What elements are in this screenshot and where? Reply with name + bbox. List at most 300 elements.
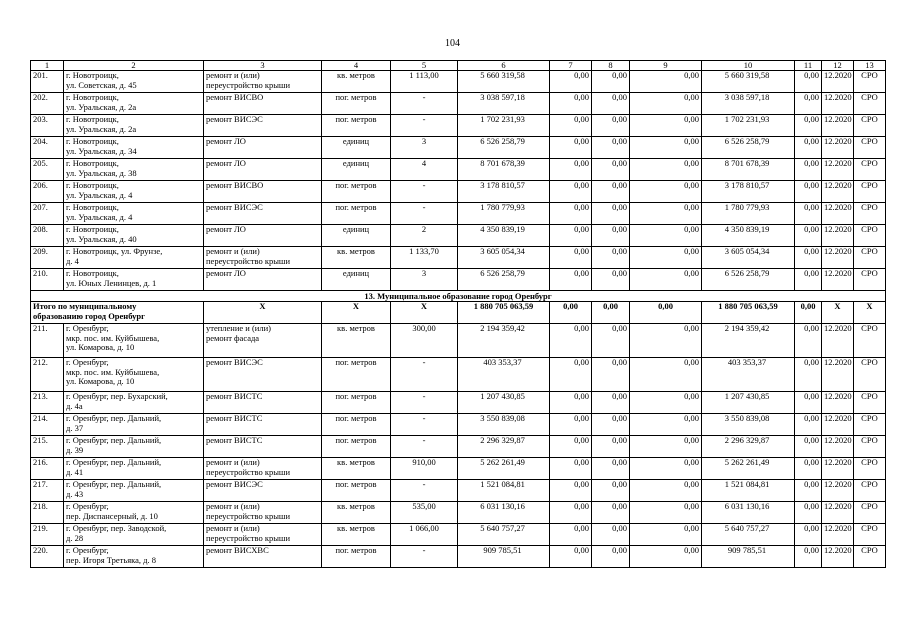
amount-cell: 0,00 <box>592 358 630 392</box>
table-row <box>31 436 886 458</box>
date-cell: 12.2020 <box>822 225 854 247</box>
date-cell: 12.2020 <box>822 137 854 159</box>
col-header: 10 <box>702 61 795 71</box>
quantity-cell: - <box>391 546 458 568</box>
row-number: 207. <box>31 203 64 225</box>
date-cell: 12.2020 <box>822 546 854 568</box>
amount-cell: 0,00 <box>550 546 592 568</box>
col-header: 3 <box>204 61 322 71</box>
row-number: 212. <box>31 358 64 392</box>
subtotal-cell: Х <box>822 302 854 324</box>
address-cell: г. Новотроицк, ул. Юных Ленинцев, д. 1 <box>64 269 204 291</box>
unit-cell: кв. метров <box>322 524 391 546</box>
quantity-cell: - <box>391 436 458 458</box>
col-header: 8 <box>592 61 630 71</box>
amount-cell: 0,00 <box>795 93 822 115</box>
amount-cell: 0,00 <box>795 414 822 436</box>
amount-cell: 0,00 <box>550 392 592 414</box>
amount-cell: 0,00 <box>550 247 592 269</box>
amount-cell: 0,00 <box>592 414 630 436</box>
amount-cell: 403 353,37 <box>702 358 795 392</box>
amount-cell: 6 031 130,16 <box>702 502 795 524</box>
amount-cell: 0,00 <box>592 115 630 137</box>
amount-cell: 0,00 <box>795 524 822 546</box>
amount-cell: 0,00 <box>550 436 592 458</box>
date-cell: 12.2020 <box>822 203 854 225</box>
amount-cell: 0,00 <box>592 225 630 247</box>
unit-cell: пог. метров <box>322 414 391 436</box>
amount-cell: 0,00 <box>550 502 592 524</box>
amount-cell: 0,00 <box>795 546 822 568</box>
total-cost-cell: 8 701 678,39 <box>458 159 550 181</box>
subtotal-cell: Х <box>204 302 322 324</box>
amount-cell: 2 296 329,87 <box>702 436 795 458</box>
date-cell: 12.2020 <box>822 480 854 502</box>
source-cell: СРО <box>854 137 886 159</box>
amount-cell: 0,00 <box>550 414 592 436</box>
address-cell: г. Оренбург, мкр. пос. им. Куйбышева, ул. Комарова, д. 10 <box>64 358 204 392</box>
amount-cell: 5 262 261,49 <box>702 458 795 480</box>
table-row <box>31 502 886 524</box>
address-cell: г. Оренбург, пер. Игоря Третьяка, д. 8 <box>64 546 204 568</box>
amount-cell: 0,00 <box>630 414 702 436</box>
row-number: 216. <box>31 458 64 480</box>
amount-cell: 0,00 <box>592 392 630 414</box>
amount-cell: 1 780 779,93 <box>702 203 795 225</box>
total-cost-cell: 2 296 329,87 <box>458 436 550 458</box>
section-row <box>31 291 886 302</box>
total-cost-cell: 1 780 779,93 <box>458 203 550 225</box>
table-row <box>31 480 886 502</box>
subtotal-cell: 0,00 <box>592 302 630 324</box>
amount-cell: 2 194 359,42 <box>702 324 795 358</box>
work-type-cell: ремонт ВИСТС <box>204 414 322 436</box>
date-cell: 12.2020 <box>822 414 854 436</box>
source-cell: СРО <box>854 480 886 502</box>
amount-cell: 0,00 <box>630 71 702 93</box>
amount-cell: 0,00 <box>795 392 822 414</box>
subtotal-cell: 1 880 705 063,59 <box>458 302 550 324</box>
amount-cell: 0,00 <box>592 436 630 458</box>
quantity-cell: - <box>391 203 458 225</box>
source-cell: СРО <box>854 358 886 392</box>
work-type-cell: ремонт ВИСЭС <box>204 203 322 225</box>
amount-cell: 0,00 <box>630 115 702 137</box>
total-cost-cell: 5 640 757,27 <box>458 524 550 546</box>
date-cell: 12.2020 <box>822 458 854 480</box>
work-type-cell: ремонт ЛО <box>204 269 322 291</box>
work-type-cell: ремонт ЛО <box>204 225 322 247</box>
quantity-cell: 2 <box>391 225 458 247</box>
quantity-cell: 300,00 <box>391 324 458 358</box>
work-type-cell: утепление и (или) ремонт фасада <box>204 324 322 358</box>
subtotal-row <box>31 302 886 324</box>
amount-cell: 0,00 <box>550 115 592 137</box>
amount-cell: 3 605 054,34 <box>702 247 795 269</box>
amount-cell: 8 701 678,39 <box>702 159 795 181</box>
amount-cell: 0,00 <box>550 203 592 225</box>
amount-cell: 0,00 <box>592 247 630 269</box>
amount-cell: 0,00 <box>795 225 822 247</box>
amount-cell: 0,00 <box>795 269 822 291</box>
work-type-cell: ремонт ВИСЭС <box>204 358 322 392</box>
source-cell: СРО <box>854 247 886 269</box>
amount-cell: 0,00 <box>795 502 822 524</box>
amount-cell: 0,00 <box>592 181 630 203</box>
source-cell: СРО <box>854 225 886 247</box>
amount-cell: 6 526 258,79 <box>702 137 795 159</box>
table-row <box>31 392 886 414</box>
source-cell: СРО <box>854 181 886 203</box>
total-cost-cell: 2 194 359,42 <box>458 324 550 358</box>
total-cost-cell: 4 350 839,19 <box>458 225 550 247</box>
work-type-cell: ремонт ВИСЭС <box>204 480 322 502</box>
amount-cell: 0,00 <box>550 93 592 115</box>
unit-cell: пог. метров <box>322 480 391 502</box>
amount-cell: 0,00 <box>795 181 822 203</box>
col-header: 11 <box>795 61 822 71</box>
unit-cell: пог. метров <box>322 181 391 203</box>
row-number: 219. <box>31 524 64 546</box>
table-row <box>31 93 886 115</box>
table-row <box>31 225 886 247</box>
amount-cell: 5 640 757,27 <box>702 524 795 546</box>
address-cell: г. Оренбург, пер. Дальний, д. 41 <box>64 458 204 480</box>
date-cell: 12.2020 <box>822 269 854 291</box>
unit-cell: единиц <box>322 137 391 159</box>
amount-cell: 0,00 <box>592 324 630 358</box>
date-cell: 12.2020 <box>822 247 854 269</box>
table-row <box>31 71 886 93</box>
amount-cell: 0,00 <box>630 358 702 392</box>
amount-cell: 0,00 <box>550 159 592 181</box>
amount-cell: 0,00 <box>550 137 592 159</box>
source-cell: СРО <box>854 203 886 225</box>
source-cell: СРО <box>854 546 886 568</box>
unit-cell: кв. метров <box>322 247 391 269</box>
total-cost-cell: 1 702 231,93 <box>458 115 550 137</box>
section-title: 13. Муниципальное образование город Оренбург <box>31 291 886 302</box>
source-cell: СРО <box>854 502 886 524</box>
address-cell: г. Новотроицк, ул. Уральская, д. 2а <box>64 115 204 137</box>
row-number: 210. <box>31 269 64 291</box>
address-cell: г. Оренбург, пер. Дальний, д. 37 <box>64 414 204 436</box>
table-row <box>31 247 886 269</box>
table-row <box>31 414 886 436</box>
table-row <box>31 546 886 568</box>
amount-cell: 0,00 <box>592 71 630 93</box>
work-type-cell: ремонт и (или) переустройство крыши <box>204 502 322 524</box>
address-cell: г. Оренбург, пер. Дальний, д. 43 <box>64 480 204 502</box>
unit-cell: кв. метров <box>322 71 391 93</box>
col-header: 13 <box>854 61 886 71</box>
table-row <box>31 203 886 225</box>
quantity-cell: - <box>391 358 458 392</box>
unit-cell: пог. метров <box>322 358 391 392</box>
work-type-cell: ремонт и (или) переустройство крыши <box>204 524 322 546</box>
amount-cell: 0,00 <box>630 392 702 414</box>
quantity-cell: - <box>391 480 458 502</box>
source-cell: СРО <box>854 269 886 291</box>
total-cost-cell: 3 038 597,18 <box>458 93 550 115</box>
work-type-cell: ремонт и (или) переустройство крыши <box>204 247 322 269</box>
table-row <box>31 458 886 480</box>
date-cell: 12.2020 <box>822 358 854 392</box>
table-row <box>31 324 886 358</box>
total-cost-cell: 5 262 261,49 <box>458 458 550 480</box>
amount-cell: 0,00 <box>592 524 630 546</box>
row-number: 220. <box>31 546 64 568</box>
row-number: 209. <box>31 247 64 269</box>
table-row <box>31 358 886 392</box>
amount-cell: 0,00 <box>630 502 702 524</box>
total-cost-cell: 1 207 430,85 <box>458 392 550 414</box>
quantity-cell: 1 066,00 <box>391 524 458 546</box>
amount-cell: 3 038 597,18 <box>702 93 795 115</box>
date-cell: 12.2020 <box>822 436 854 458</box>
unit-cell: пог. метров <box>322 93 391 115</box>
work-type-cell: ремонт ВИСЭС <box>204 115 322 137</box>
address-cell: г. Новотроицк, ул. Уральская, д. 34 <box>64 137 204 159</box>
row-number: 211. <box>31 324 64 358</box>
col-header: 12 <box>822 61 854 71</box>
row-number: 202. <box>31 93 64 115</box>
source-cell: СРО <box>854 324 886 358</box>
row-number: 214. <box>31 414 64 436</box>
amount-cell: 0,00 <box>795 71 822 93</box>
amount-cell: 1 207 430,85 <box>702 392 795 414</box>
amount-cell: 0,00 <box>592 137 630 159</box>
amount-cell: 0,00 <box>795 480 822 502</box>
address-cell: г. Оренбург, пер. Заводской, д. 28 <box>64 524 204 546</box>
quantity-cell: - <box>391 115 458 137</box>
amount-cell: 5 660 319,58 <box>702 71 795 93</box>
unit-cell: пог. метров <box>322 546 391 568</box>
amount-cell: 0,00 <box>630 159 702 181</box>
total-cost-cell: 1 521 084,81 <box>458 480 550 502</box>
source-cell: СРО <box>854 524 886 546</box>
total-cost-cell: 3 605 054,34 <box>458 247 550 269</box>
work-type-cell: ремонт ВИСТС <box>204 392 322 414</box>
date-cell: 12.2020 <box>822 115 854 137</box>
col-header: 4 <box>322 61 391 71</box>
date-cell: 12.2020 <box>822 159 854 181</box>
source-cell: СРО <box>854 414 886 436</box>
row-number: 204. <box>31 137 64 159</box>
col-header: 1 <box>31 61 64 71</box>
table-row <box>31 115 886 137</box>
amount-cell: 0,00 <box>592 93 630 115</box>
unit-cell: пог. метров <box>322 436 391 458</box>
unit-cell: единиц <box>322 225 391 247</box>
amount-cell: 0,00 <box>592 458 630 480</box>
work-type-cell: ремонт ЛО <box>204 137 322 159</box>
amount-cell: 0,00 <box>630 203 702 225</box>
quantity-cell: 1 133,70 <box>391 247 458 269</box>
work-type-cell: ремонт ЛО <box>204 159 322 181</box>
work-type-cell: ремонт ВИСВО <box>204 93 322 115</box>
amount-cell: 0,00 <box>795 358 822 392</box>
source-cell: СРО <box>854 436 886 458</box>
row-number: 213. <box>31 392 64 414</box>
quantity-cell: - <box>391 392 458 414</box>
amount-cell: 6 526 258,79 <box>702 269 795 291</box>
date-cell: 12.2020 <box>822 71 854 93</box>
address-cell: г. Новотроицк, ул. Советская, д. 45 <box>64 71 204 93</box>
amount-cell: 0,00 <box>592 502 630 524</box>
col-header: 9 <box>630 61 702 71</box>
amount-cell: 1 702 231,93 <box>702 115 795 137</box>
total-cost-cell: 6 031 130,16 <box>458 502 550 524</box>
amount-cell: 0,00 <box>592 203 630 225</box>
total-cost-cell: 403 353,37 <box>458 358 550 392</box>
work-type-cell: ремонт ВИСВО <box>204 181 322 203</box>
work-type-cell: ремонт ВИСТС <box>204 436 322 458</box>
unit-cell: пог. метров <box>322 392 391 414</box>
amount-cell: 0,00 <box>550 358 592 392</box>
unit-cell: пог. метров <box>322 115 391 137</box>
address-cell: г. Новотроицк, ул. Уральская, д. 2а <box>64 93 204 115</box>
amount-cell: 0,00 <box>550 458 592 480</box>
address-cell: г. Новотроицк, ул. Уральская, д. 40 <box>64 225 204 247</box>
col-header: 2 <box>64 61 204 71</box>
total-cost-cell: 909 785,51 <box>458 546 550 568</box>
table-row <box>31 137 886 159</box>
amount-cell: 3 550 839,08 <box>702 414 795 436</box>
amount-cell: 0,00 <box>795 159 822 181</box>
amount-cell: 0,00 <box>592 480 630 502</box>
col-header: 7 <box>550 61 592 71</box>
amount-cell: 0,00 <box>630 324 702 358</box>
source-cell: СРО <box>854 458 886 480</box>
address-cell: г. Оренбург, пер. Дальний, д. 39 <box>64 436 204 458</box>
date-cell: 12.2020 <box>822 392 854 414</box>
row-number: 217. <box>31 480 64 502</box>
table-row <box>31 269 886 291</box>
source-cell: СРО <box>854 115 886 137</box>
amount-cell: 0,00 <box>592 269 630 291</box>
amount-cell: 0,00 <box>795 115 822 137</box>
quantity-cell: 3 <box>391 137 458 159</box>
amount-cell: 0,00 <box>795 458 822 480</box>
total-cost-cell: 5 660 319,58 <box>458 71 550 93</box>
table-row <box>31 159 886 181</box>
amount-cell: 0,00 <box>550 181 592 203</box>
subtotal-cell: 1 880 705 063,59 <box>702 302 795 324</box>
source-cell: СРО <box>854 71 886 93</box>
source-cell: СРО <box>854 93 886 115</box>
unit-cell: кв. метров <box>322 502 391 524</box>
row-number: 206. <box>31 181 64 203</box>
date-cell: 12.2020 <box>822 524 854 546</box>
date-cell: 12.2020 <box>822 324 854 358</box>
row-number: 215. <box>31 436 64 458</box>
unit-cell: кв. метров <box>322 324 391 358</box>
amount-cell: 0,00 <box>550 524 592 546</box>
column-number-row <box>31 61 886 71</box>
source-cell: СРО <box>854 392 886 414</box>
quantity-cell: - <box>391 181 458 203</box>
col-header: 5 <box>391 61 458 71</box>
total-cost-cell: 6 526 258,79 <box>458 269 550 291</box>
subtotal-cell: 0,00 <box>630 302 702 324</box>
amount-cell: 0,00 <box>630 458 702 480</box>
subtotal-cell: 0,00 <box>795 302 822 324</box>
address-cell: г. Новотроицк, ул. Уральская, д. 38 <box>64 159 204 181</box>
amount-cell: 0,00 <box>630 546 702 568</box>
address-cell: г. Оренбург, пер. Бухарский, д. 4а <box>64 392 204 414</box>
amount-cell: 909 785,51 <box>702 546 795 568</box>
amount-cell: 0,00 <box>630 247 702 269</box>
amount-cell: 0,00 <box>795 137 822 159</box>
work-type-cell: ремонт и (или) переустройство крыши <box>204 458 322 480</box>
unit-cell: единиц <box>322 269 391 291</box>
source-cell: СРО <box>854 159 886 181</box>
amount-cell: 4 350 839,19 <box>702 225 795 247</box>
amount-cell: 0,00 <box>550 324 592 358</box>
amount-cell: 0,00 <box>550 480 592 502</box>
subtotal-cell: Х <box>854 302 886 324</box>
quantity-cell: 4 <box>391 159 458 181</box>
row-number: 201. <box>31 71 64 93</box>
total-cost-cell: 6 526 258,79 <box>458 137 550 159</box>
amount-cell: 0,00 <box>630 181 702 203</box>
date-cell: 12.2020 <box>822 502 854 524</box>
amount-cell: 3 178 810,57 <box>702 181 795 203</box>
total-cost-cell: 3 178 810,57 <box>458 181 550 203</box>
quantity-cell: 910,00 <box>391 458 458 480</box>
amount-cell: 0,00 <box>795 436 822 458</box>
work-type-cell: ремонт и (или) переустройство крыши <box>204 71 322 93</box>
subtotal-cell: 0,00 <box>550 302 592 324</box>
address-cell: г. Оренбург, пер. Диспансерный, д. 10 <box>64 502 204 524</box>
amount-cell: 0,00 <box>630 269 702 291</box>
amount-cell: 0,00 <box>630 480 702 502</box>
address-cell: г. Новотроицк, ул. Уральская, д. 4 <box>64 181 204 203</box>
amount-cell: 0,00 <box>550 269 592 291</box>
amount-cell: 1 521 084,81 <box>702 480 795 502</box>
row-number: 208. <box>31 225 64 247</box>
amount-cell: 0,00 <box>795 324 822 358</box>
row-number: 205. <box>31 159 64 181</box>
amount-cell: 0,00 <box>550 71 592 93</box>
subtotal-label: Итого по муниципальному образованию город Оренбург <box>31 302 204 324</box>
address-cell: г. Оренбург, мкр. пос. им. Куйбышева, ул. Комарова, д. 10 <box>64 324 204 358</box>
amount-cell: 0,00 <box>630 93 702 115</box>
amount-cell: 0,00 <box>630 137 702 159</box>
amount-cell: 0,00 <box>630 225 702 247</box>
address-cell: г. Новотроицк, ул. Уральская, д. 4 <box>64 203 204 225</box>
unit-cell: пог. метров <box>322 203 391 225</box>
amount-cell: 0,00 <box>592 159 630 181</box>
subtotal-cell: Х <box>391 302 458 324</box>
work-type-cell: ремонт ВИСХВС <box>204 546 322 568</box>
total-cost-cell: 3 550 839,08 <box>458 414 550 436</box>
address-cell: г. Новотроицк, ул. Фрунзе, д. 4 <box>64 247 204 269</box>
row-number: 203. <box>31 115 64 137</box>
amount-cell: 0,00 <box>795 203 822 225</box>
quantity-cell: 1 113,00 <box>391 71 458 93</box>
unit-cell: единиц <box>322 159 391 181</box>
col-header: 6 <box>458 61 550 71</box>
table-row <box>31 181 886 203</box>
table-row <box>31 524 886 546</box>
capital-repair-table <box>30 60 886 568</box>
amount-cell: 0,00 <box>795 247 822 269</box>
quantity-cell: - <box>391 414 458 436</box>
amount-cell: 0,00 <box>592 546 630 568</box>
page-number: 104 <box>445 38 460 49</box>
